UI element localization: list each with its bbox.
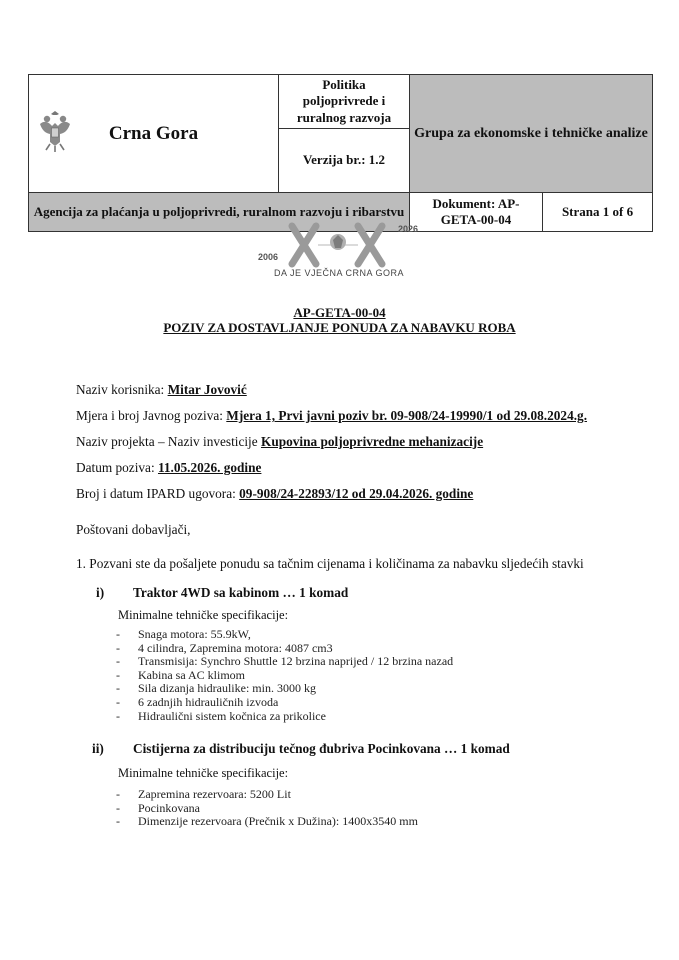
measure-value: Mjera 1, Prvi javni poziv br. 09-908/24-19990/1 od 29.08.2024.g. — [226, 408, 588, 423]
spec-item: - Snaga motora: 55.9kW, — [118, 628, 453, 642]
contract-value: 09-908/24-22893/12 od 29.04.2026. godine — [239, 486, 474, 501]
version-cell: Verzija br.: 1.2 — [279, 128, 410, 192]
year-end: 2026 — [397, 224, 418, 234]
item-1-number: i) — [96, 585, 105, 600]
item-2-number: ii) — [92, 741, 104, 756]
greeting: Poštovani dobavljači, — [76, 522, 191, 537]
spec-item: - Hidraulični sistem kočnica za prikolice — [118, 710, 453, 724]
spec-item: - 6 zadnjih hidrauličnih izvoda — [118, 696, 453, 710]
group-cell: Grupa za ekonomske i tehničke analize — [410, 75, 653, 193]
item-2-spec-title: Minimalne tehničke specifikacije: — [118, 766, 289, 780]
header-table — [28, 74, 653, 232]
project-value: Kupovina poljoprivredne mehanizacije — [260, 434, 484, 449]
document-code: AP-GETA-00-04 — [293, 305, 386, 320]
instruction: 1. Pozvani ste da pošaljete ponudu sa tačnim cijenama i količinama za nabavku sljedećih stavki — [76, 556, 584, 571]
spec-item: - Transmisija: Synchro Shuttle 12 brzina naprijed / 12 brzina nazad — [118, 655, 453, 669]
date-value: 11.05.2026. godine — [157, 460, 262, 475]
field-measure: Mjera i broj Javnog poziva: Mjera 1, Prvi javni poziv br. 09-908/24-19990/1 od 29.08.2024.g. — [76, 408, 588, 423]
document-cell: Dokument: AP-GETA-00-04 — [410, 192, 543, 231]
field-date: Datum poziva: 11.05.2026. godine — [76, 460, 262, 475]
spec-item: - Zapremina rezervoara: 5200 Lit — [118, 788, 418, 802]
page-cell: Strana 1 of 6 — [543, 192, 653, 231]
item-1-spec-title: Minimalne tehničke specifikacije: — [118, 608, 289, 622]
spec-item: - Pocinkovana — [118, 802, 418, 816]
beneficiary-name: Mitar Jovović — [167, 382, 247, 397]
agency-cell: Agencija za plaćanja u poljoprivredi, ruralnom razvoju i ribarstvu — [29, 192, 410, 231]
item-1-name: Traktor 4WD sa kabinom … 1 komad — [133, 585, 349, 600]
spec-item: - Kabina sa AC klimom — [118, 669, 453, 683]
item-1-spec-list — [118, 628, 453, 723]
spec-item: - Dimenzije rezervoara (Prečnik x Dužina): 1400x3540 mm — [118, 815, 418, 829]
item-2-spec-list — [118, 788, 418, 829]
item-2-name: Cistijerna za distribuciju tečnog đubriva Pocinkovana … 1 komad — [133, 741, 510, 756]
anniversary-logo — [256, 222, 422, 280]
motto: DA JE VJEČNA CRNA GORA — [273, 268, 405, 278]
field-contract: Broj i datum IPARD ugovora: 09-908/24-22893/12 od 29.04.2026. godine — [76, 486, 474, 501]
document-title: POZIV ZA DOSTAVLJANJE PONUDA ZA NABAVKU ROBA — [163, 320, 516, 335]
country-name: Crna Gora — [108, 122, 199, 144]
policy-cell: Politika poljoprivrede i ruralnog razvoja — [279, 75, 410, 129]
year-start: 2006 — [258, 252, 279, 262]
coat-of-arms-icon — [38, 110, 72, 154]
spec-item: - Sila dizanja hidraulike: min. 3000 kg — [118, 682, 453, 696]
field-beneficiary: Naziv korisnika: Mitar Jovović — [76, 382, 247, 397]
spec-item: - 4 cilindra, Zapremina motora: 4087 cm3 — [118, 642, 453, 656]
field-project: Naziv projekta – Naziv investicije Kupovina poljoprivredne mehanizacije — [76, 434, 484, 449]
